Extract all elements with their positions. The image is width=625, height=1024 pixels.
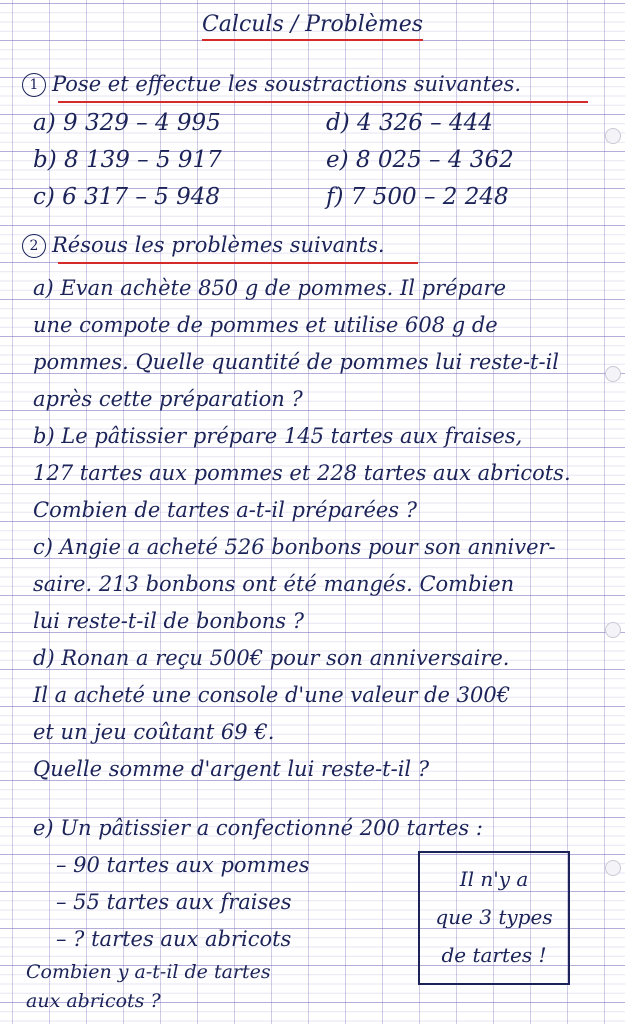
problem-c-line: lui reste-t-il de bonbons ? [33,609,304,633]
calc-e: e) 8 025 – 4 362 [326,147,514,173]
exercise-1-underline [58,101,588,103]
problem-e-item: – ? tartes aux abricots [56,927,292,951]
problem-c-line: c) Angie a acheté 526 bonbons pour son anniver- [33,535,556,559]
problem-a-line: pommes. Quelle quantité de pommes lui reste-t-il [33,350,560,374]
binder-hole [605,128,621,144]
note-line: de tartes ! [441,943,547,967]
problem-a-line: une compote de pommes et utilise 608 g de [33,313,498,337]
calc-a: a) 9 329 – 4 995 [33,110,221,136]
exercise-2-number: 2 [22,234,46,258]
problem-e-item: – 90 tartes aux pommes [56,853,310,877]
binder-hole [605,860,621,876]
problem-e-item: – 55 tartes aux fraises [56,890,292,914]
page-title-text: Calculs / Problèmes [202,12,423,41]
exercise-2-heading [22,233,385,258]
problem-a-line: a) Evan achète 850 g de pommes. Il prépare [33,276,506,300]
problem-b-line: b) Le pâtissier prépare 145 tartes aux fraises, [33,424,523,448]
problem-d-line: Il a acheté une console d'une valeur de 300€ [33,683,511,707]
problem-b-line: Combien de tartes a-t-il préparées ? [33,498,418,522]
calc-b: b) 8 139 – 5 917 [33,147,222,173]
problem-e-question-line: aux abricots ? [26,990,161,1012]
problem-d-line: d) Ronan a reçu 500€ pour son anniversaire. [33,646,510,670]
exercise-1-number: 1 [22,73,46,97]
note-line: Il n'y a [459,867,529,891]
exercise-1-heading [22,72,521,97]
problem-d-line: et un jeu coûtant 69 €. [33,720,275,744]
problem-a-line: après cette préparation ? [33,387,303,411]
calc-d: d) 4 326 – 444 [326,110,493,136]
calc-f: f) 7 500 – 2 248 [326,184,509,210]
calc-c: c) 6 317 – 5 948 [33,184,220,210]
problem-b-line: 127 tartes aux pommes et 228 tartes aux abricots. [33,461,571,485]
exercise-2-underline [58,262,418,264]
exercise-2-heading-text: Résous les problèmes suivants. [52,233,385,257]
binder-hole [605,622,621,638]
problem-e-intro: e) Un pâtissier a confectionné 200 tartes : [33,816,483,840]
exercise-1-heading-text: Pose et effectue les soustractions suivantes. [52,72,522,96]
page-title [0,12,625,37]
note-line: que 3 types [435,905,553,929]
problem-c-line: saire. 213 bonbons ont été mangés. Combien [33,572,515,596]
problem-e-question-line: Combien y a-t-il de tartes [26,961,271,983]
problem-d-line: Quelle somme d'argent lui reste-t-il ? [33,757,430,781]
note-box [418,851,570,985]
binder-hole [605,366,621,382]
